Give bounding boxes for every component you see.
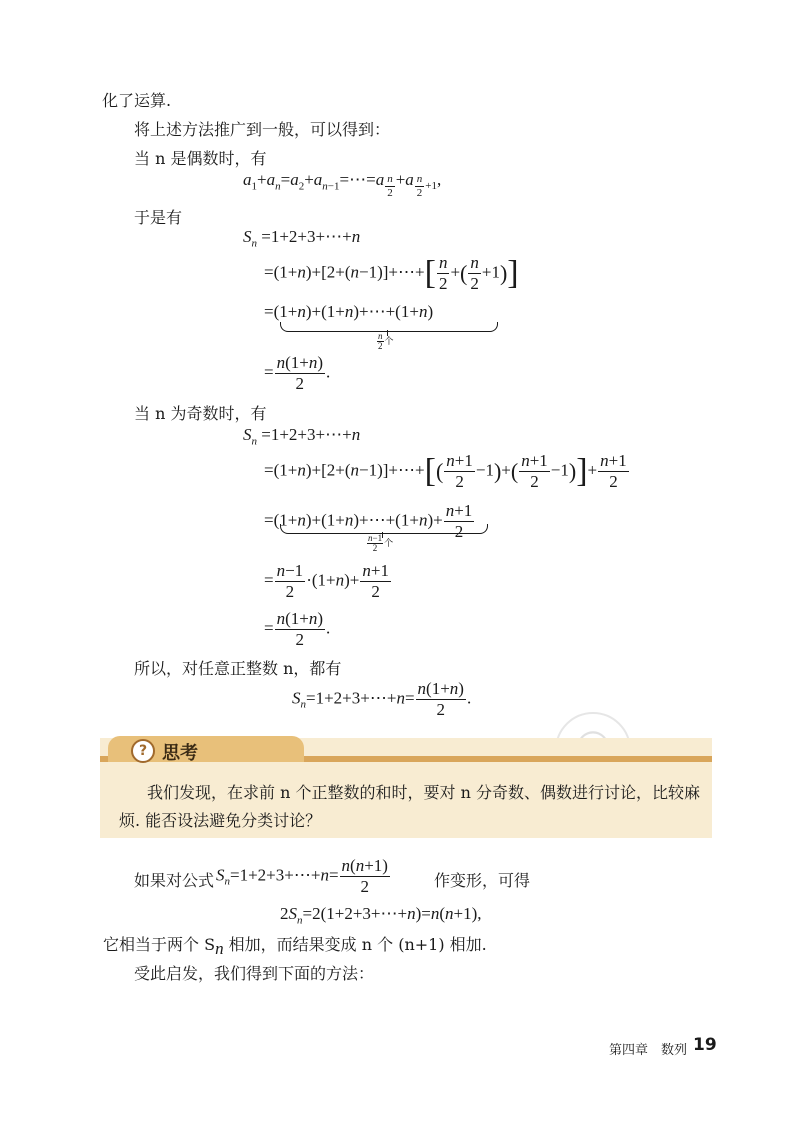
formula-odd-5: = $\frac{n(1+n)}{2}$ . — [264, 609, 331, 649]
formula-pair-sum: $a_1+a_n=a_2+a_{n-1}=\cdots=a$ $_{\frac{n}{2}}$ +a $_{\frac{n}{2} +1}$, — [243, 170, 442, 200]
formula-odd-1: $S_n$ =1+2+3+⋯+n — [243, 425, 361, 448]
formula-even-2: =(1+n)+[2+(n−1)]+⋯+[ $\frac{n}{2}$ +( $\frac{n}{2}$ +1)] — [264, 253, 519, 293]
formula-odd-4: = $\frac{n-1}{2}$ ·(1+n)+ $\frac{n+1}{2}$ — [264, 561, 389, 601]
formula-general: $S_n=1+2+3+\cdots+n=$ $\frac{n(1+n)}{2}$ . — [292, 679, 472, 719]
text-line: 所以，对任意正整数 n，都有 — [134, 659, 342, 678]
formula-transform: $S_n=1+2+3+\cdots+n=$ $\frac{n(n+1)}{2}$ — [216, 856, 388, 896]
underbrace — [280, 524, 488, 534]
count-label: $\frac{n}{2}$ 个 — [378, 331, 394, 352]
formula-even-3: =(1+n)+(1+n)+⋯+(1+n) — [264, 302, 434, 321]
think-title: 思考 — [162, 743, 198, 764]
count-label: $\frac{n-1}{2}$ 个 — [368, 533, 394, 554]
text-line: 于是有 — [134, 208, 183, 227]
text-line: 它相当于两个 $S_n$ 相加，而结果变成 n 个 (n+1) 相加. — [103, 935, 487, 959]
formula-even-4: = $\frac{n(1+n)}{2}$ . — [264, 353, 331, 393]
footer-chapter: 第四章 数列 — [609, 1043, 688, 1058]
page-number: 19 — [693, 1035, 717, 1055]
question-icon: ? — [131, 739, 155, 763]
formula-odd-3: =(1+n)+(1+n)+⋯+(1+n)+ $\frac{n+1}{2}$ — [264, 501, 473, 541]
think-body: 烦. 能否设法避免分类讨论？ — [119, 811, 322, 830]
formula-doubled: $2S_n=2(1+2+3+\cdots+n)=n(n+1)$, — [280, 904, 482, 927]
formula-even-1: $S_n$ =1+2+3+⋯+n — [243, 227, 361, 250]
text-line: 如果对公式 — [134, 871, 215, 890]
text-line: 当 n 是偶数时，有 — [134, 149, 267, 168]
underbrace — [280, 322, 498, 332]
text-line: 当 n 为奇数时，有 — [134, 404, 267, 423]
formula-odd-2: =(1+n)+[2+(n−1)]+⋯+[( $\frac{n+1}{2}$ −1)+( $\frac{n+1}{2}$ −1)]+ $\frac{n+1}{2}$ — [264, 451, 627, 491]
text-line: 受此启发，我们得到下面的方法： — [134, 964, 375, 983]
text-line: 作变形，可得 — [434, 871, 531, 890]
think-body: 我们发现，在求前 n 个正整数的和时，要对 n 分奇数、偶数进行讨论，比较麻 — [147, 783, 700, 802]
text-line: 将上述方法推广到一般，可以得到： — [134, 120, 391, 139]
text-line: 化了运算. — [102, 91, 172, 110]
